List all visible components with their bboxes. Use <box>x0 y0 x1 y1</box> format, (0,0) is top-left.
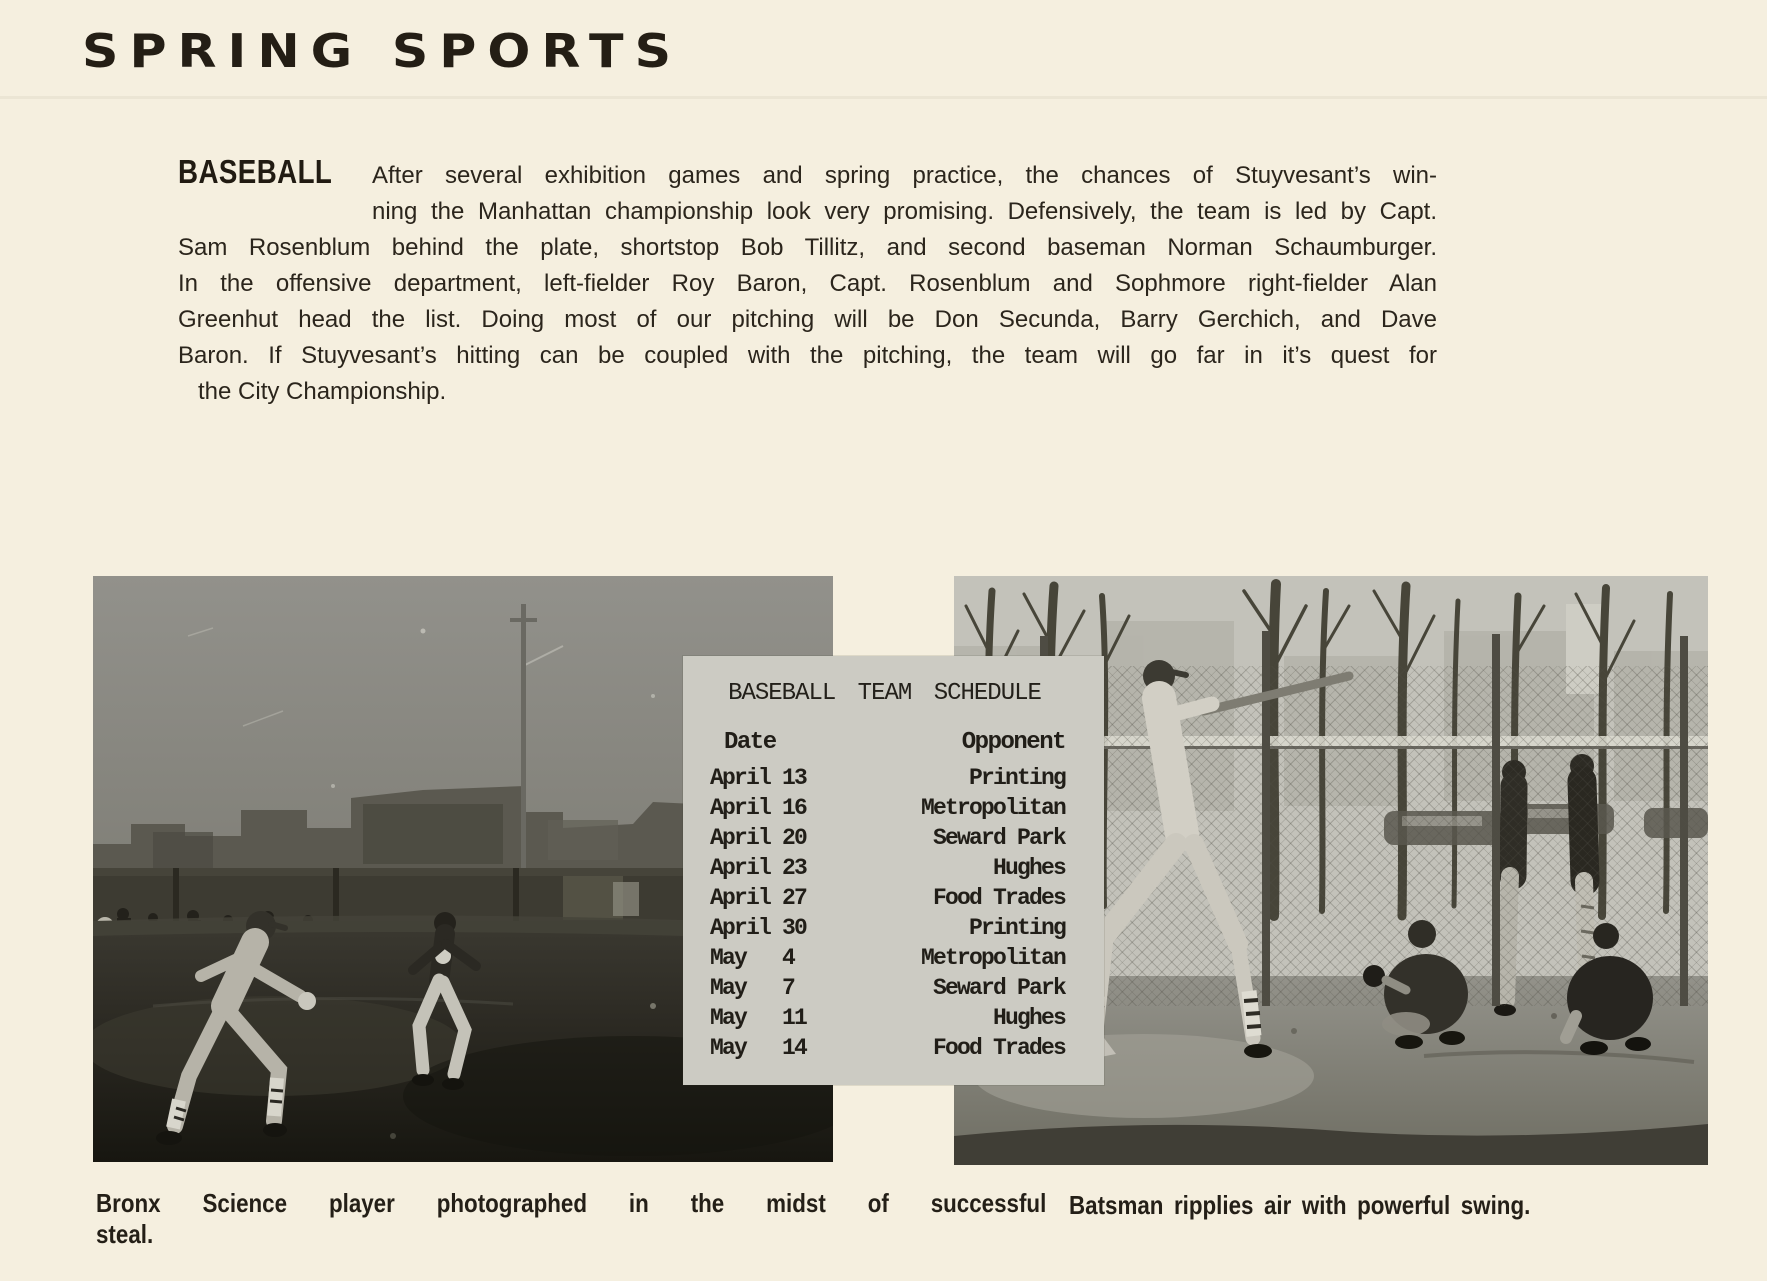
schedule-opponent-cell: Food Trades <box>932 1035 1065 1061</box>
schedule-date-cell: April 30 <box>710 915 807 941</box>
schedule-row <box>710 943 1065 973</box>
schedule-date-cell: April 23 <box>710 855 807 881</box>
schedule-row <box>710 973 1065 1003</box>
schedule-opponent-cell: Metropolitan <box>920 795 1065 821</box>
schedule-opponent-cell: Food Trades <box>932 885 1065 911</box>
schedule-opponent-cell: Hughes <box>992 1005 1065 1031</box>
paragraph-line: Baron. If Stuyvesant’s hitting can be coupled with the pitching, the team will go far in it’s quest for <box>178 342 1437 369</box>
section-heading: BASEBALL <box>178 153 333 190</box>
schedule-opponent-cell: Seward Park <box>932 975 1065 1001</box>
schedule-date-cell: April 13 <box>710 765 807 791</box>
schedule-card <box>683 656 1104 1085</box>
schedule-date-cell: April 16 <box>710 795 807 821</box>
paper-crease <box>0 96 1767 99</box>
schedule-date-cell: May 11 <box>710 1005 807 1031</box>
paragraph-line: In the offensive department, left-fielder Roy Baron, Capt. Rosenblum and Sophmore right-fielder Alan <box>178 270 1437 297</box>
schedule-row <box>710 823 1065 853</box>
schedule-row <box>710 793 1065 823</box>
caption-left <box>96 1188 1046 1250</box>
paragraph-line: Sam Rosenblum behind the plate, shortstop Bob Tillitz, and second baseman Norman Schaumburger. <box>178 234 1437 261</box>
baseball-article <box>178 153 1437 410</box>
schedule-row <box>710 883 1065 913</box>
caption-right: Batsman ripplies air with powerful swing. <box>1069 1190 1531 1220</box>
schedule-opponent-cell: Hughes <box>992 855 1065 881</box>
schedule-opponent-cell: Printing <box>968 765 1065 791</box>
caption-line: steal. <box>96 1219 154 1249</box>
schedule-opponent-cell: Seward Park <box>932 825 1065 851</box>
paragraph-line: ning the Manhattan championship look very promising. Defensively, the team is led by Capt. <box>372 198 1437 225</box>
schedule-date-cell: May 14 <box>710 1035 807 1061</box>
schedule-header-row <box>710 729 1065 756</box>
schedule-row <box>710 763 1065 793</box>
schedule-date-cell: April 27 <box>710 885 807 911</box>
schedule-row <box>710 1033 1065 1063</box>
schedule-row <box>710 1003 1065 1033</box>
schedule-date-cell: April 20 <box>710 825 807 851</box>
schedule-col-date: Date <box>724 729 776 756</box>
caption-line: Bronx Science player photographed in the midst of successful <box>96 1188 1047 1218</box>
paragraph-line: After several exhibition games and spring practice, the chances of Stuyvesant’s win- <box>372 162 1437 189</box>
schedule-rows <box>710 763 1065 1063</box>
schedule-date-cell: May 7 <box>710 975 795 1001</box>
schedule-opponent-cell: Printing <box>968 915 1065 941</box>
schedule-col-opponent: Opponent <box>961 729 1065 756</box>
page-title: SPRING SPORTS <box>82 24 683 78</box>
paragraph-line: the City Championship. <box>198 378 447 405</box>
schedule-title: BASEBALL TEAM SCHEDULE <box>728 680 1041 707</box>
paragraph-line: Greenhut head the list. Doing most of our pitching will be Don Secunda, Barry Gerchich, and Dave <box>178 306 1437 333</box>
schedule-row <box>710 913 1065 943</box>
schedule-date-cell: May 4 <box>710 945 795 971</box>
schedule-row <box>710 853 1065 883</box>
schedule-opponent-cell: Metropolitan <box>920 945 1065 971</box>
